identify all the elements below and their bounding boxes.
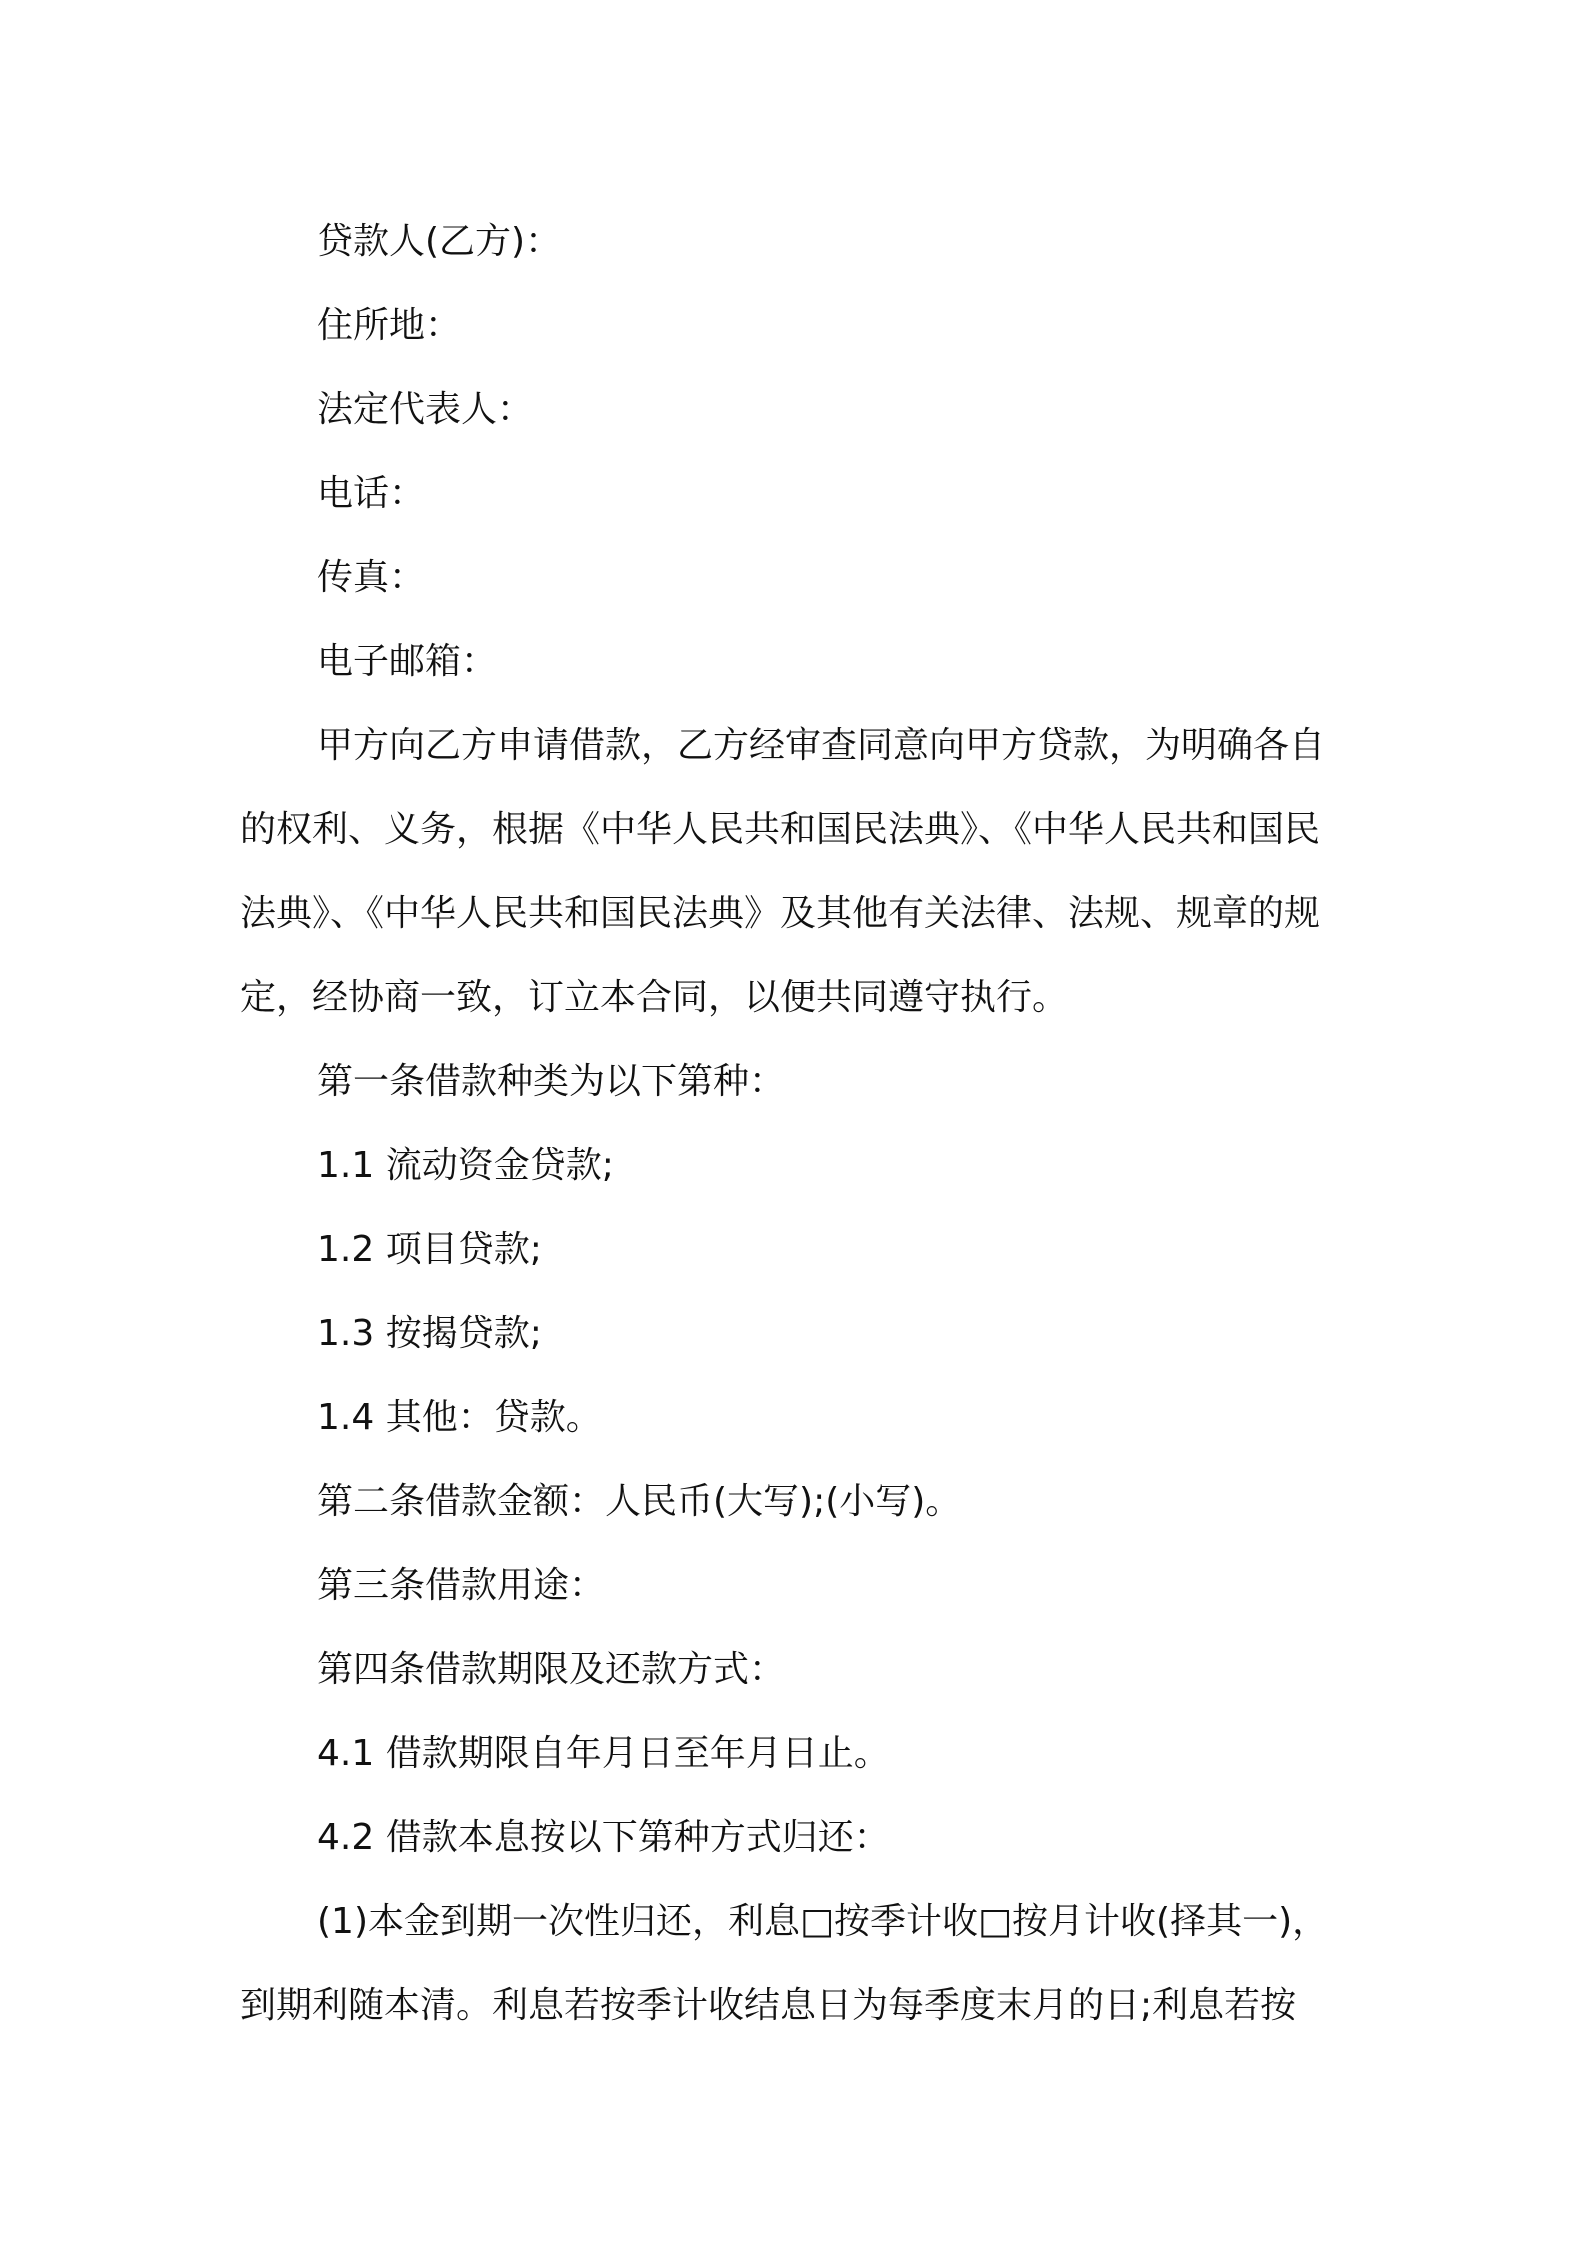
preamble-line: 的权利、义务，根据《中华人民共和国民法典》、《中华人民共和国民 [240,809,1321,850]
contract-page [240,200,1358,2048]
article1-title: 第一条借款种类为以下第种： [317,1061,786,1102]
article4-item: 4.1 借款期限自年月日至年月日止。 [317,1733,890,1774]
article4-item: 4.2 借款本息按以下第种方式归还： [317,1817,890,1858]
preamble-line: 法典》、《中华人民共和国民法典》及其他有关法律、法规、规章的规 [240,893,1321,934]
lender-address-label: 住所地： [317,305,462,346]
lender-fax-label: 传真： [317,557,426,598]
article1-item: 1.3 按揭贷款; [317,1313,542,1354]
preamble-line: 定，经协商一致，订立本合同，以便共同遵守执行。 [240,977,1069,1018]
article4-option1-paragraph [240,1880,1358,2048]
option1-line: (1)本金到期一次性归还，利息□按季计收□按月计收(择其一)， [317,1901,1329,1942]
article2-title: 第二条借款金额：人民币(大写);(小写)。 [317,1481,962,1522]
lender-phone-label: 电话： [317,473,426,514]
article1-item: 1.1 流动资金贷款; [317,1145,614,1186]
article1-item: 1.4 其他：贷款。 [317,1397,602,1438]
preamble-line: 甲方向乙方申请借款，乙方经审查同意向甲方贷款，为明确各自 [317,725,1326,766]
article1-item: 1.2 项目贷款; [317,1229,542,1270]
article4-title: 第四条借款期限及还款方式： [317,1649,786,1690]
option1-line: 到期利随本清。利息若按季计收结息日为每季度末月的日;利息若按 [240,1985,1297,2026]
lender-representative-label: 法定代表人： [317,389,534,430]
preamble-paragraph [240,704,1358,1040]
lender-email-label: 电子邮箱： [317,641,498,682]
lender-name-label: 贷款人(乙方)： [317,221,562,262]
article3-title: 第三条借款用途： [317,1565,606,1606]
